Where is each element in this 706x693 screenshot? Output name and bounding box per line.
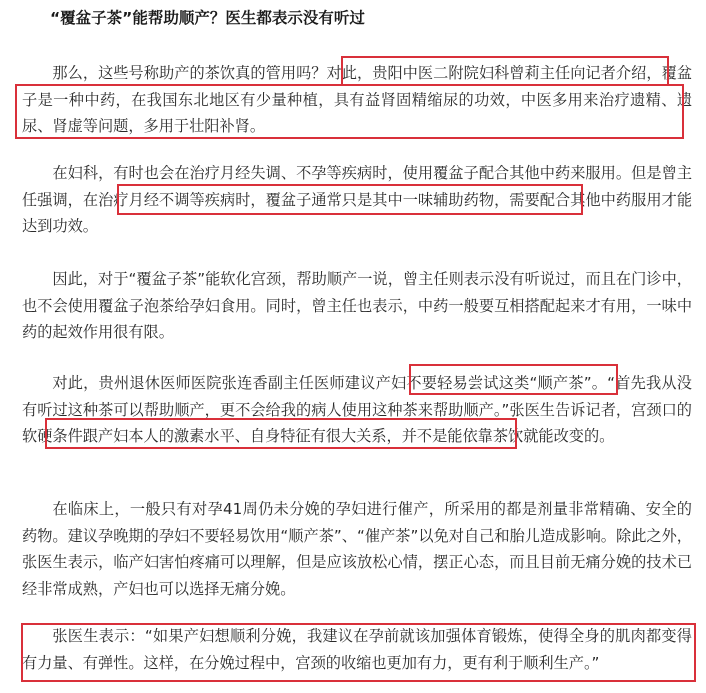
paragraph-4: 对此，贵州退休医师医院张连香副主任医师建议产妇不要轻易尝试这类“顺产茶”。“首先我从没有听过这种茶可以帮助顺产，更不会给我的病人使用这种茶来帮助顺产。”张医生告诉记者，宫颈口的软硬条件跟产妇本人的激素水平、自身特征有很大关系，并不是能依靠茶饮就能改变的。 <box>22 374 692 445</box>
paragraph-3: 因此，对于“覆盆子茶”能软化宫颈，帮助顺产一说，曾主任则表示没有听说过，而且在门诊中，也不会使用覆盆子泡茶给孕妇食用。同时，曾主任也表示，中药一般要互相搭配起来才有用，一味中药的起效作用很有限。 <box>22 270 692 341</box>
paragraph-5: 在临床上，一般只有对孕41周仍未分娩的孕妇进行催产，所采用的都是剂量非常精确、安全的药物。建议孕晚期的孕妇不要轻易饮用“顺产茶”、“催产茶”以免对自己和胎儿造成影响。除此之外，张医生表示，临产妇害怕疼痛可以理解，但是应该放松心情，摆正心态，而且目前无痛分娩的技术已经非常成熟，产妇也可以选择无痛分娩。 <box>22 500 692 598</box>
paragraph-2: 在妇科，有时也会在治疗月经失调、不孕等疾病时，使用覆盆子配合其他中药来服用。但是曾主任强调，在治疗月经不调等疾病时，覆盆子通常只是其中一味辅助药物，需要配合其他中药服用才能达到功效。 <box>22 164 692 235</box>
paragraph-1: 那么，这些号称助产的茶饮真的管用吗？对此，贵阳中医二附院妇科曾莉主任向记者介绍，覆盆子是一种中药，在我国东北地区有少量种植，具有益肾固精缩尿的功效，中医多用来治疗遗精、遗尿、肾虚等问题，多用于壮阳补肾。 <box>22 64 692 135</box>
article-heading: “覆盆子茶”能帮助顺产？医生都表示没有听过 <box>50 9 365 27</box>
paragraph-6: 张医生表示：“如果产妇想顺利分娩，我建议在孕前就该加强体育锻炼，使得全身的肌肉都变得有力量、有弹性。这样，在分娩过程中，宫颈的收缩也更加有力，更有利于顺利生产。” <box>22 627 692 672</box>
